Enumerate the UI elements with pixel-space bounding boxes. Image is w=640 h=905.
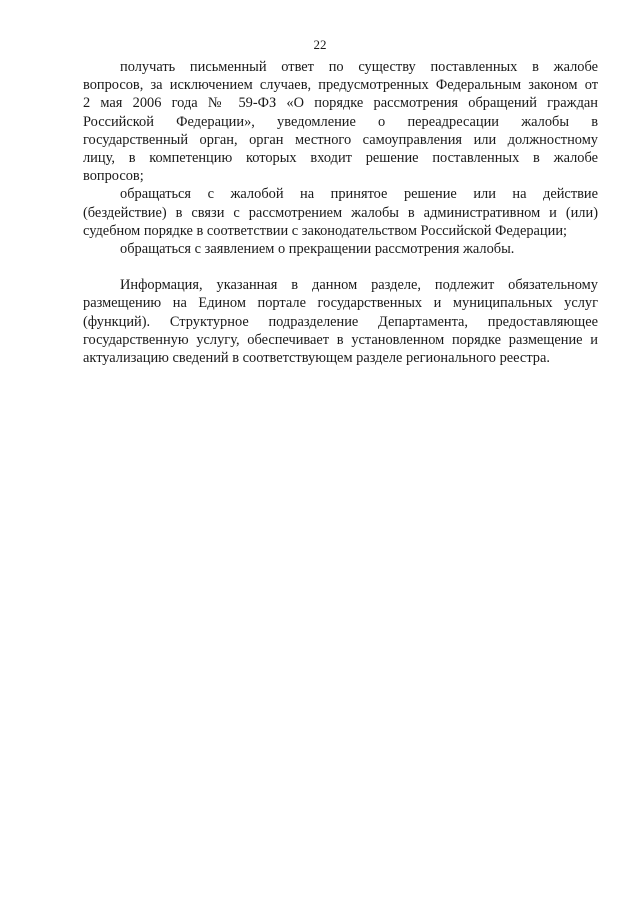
text-line: (функций). Структурное подразделение Департамента, предоставляющее (83, 313, 598, 330)
paragraph (83, 58, 598, 185)
text-line: обращаться с заявлением о прекращении рассмотрения жалобы. (120, 240, 515, 257)
text-line: Российской Федерации», уведомление о переадресации жалобы в (83, 113, 598, 130)
paragraph (83, 185, 598, 240)
text-line: лицу, в компетенцию которых входит решение поставленных в жалобе (83, 149, 598, 166)
text-line: государственную услугу, обеспечивает в установленном порядке размещение и (83, 331, 598, 348)
text-line: получать письменный ответ по существу поставленных в жалобе (120, 59, 598, 75)
document-body (83, 58, 598, 367)
page-number: 22 (313, 37, 327, 52)
text-line: обращаться с жалобой на принятое решение или на действие (120, 186, 598, 203)
text-line: актуализацию сведений в соответствующем разделе регионального реестра. (83, 350, 550, 366)
text-line: (бездействие) в связи с рассмотрением жалобы в административном и (или) (83, 204, 598, 221)
paragraph (83, 276, 598, 367)
paragraph-gap (83, 258, 598, 276)
text-line: государственный орган, орган местного самоуправления или должностному (83, 131, 598, 148)
paragraph (83, 240, 598, 258)
text-line: вопросов, за исключением случаев, предусмотренных Федеральным законом от (83, 77, 598, 94)
text-line: Информация, указанная в данном разделе, подлежит обязательному (120, 277, 598, 294)
text-line: размещению на Едином портале государственных и муниципальных услуг (83, 295, 598, 312)
text-line: судебном порядке в соответствии с законодательством Российской Федерации; (83, 222, 568, 239)
text-line: вопросов; (83, 168, 144, 185)
text-line: 2 мая 2006 года № 59-ФЗ «О порядке рассмотрения обращений граждан (83, 95, 598, 112)
